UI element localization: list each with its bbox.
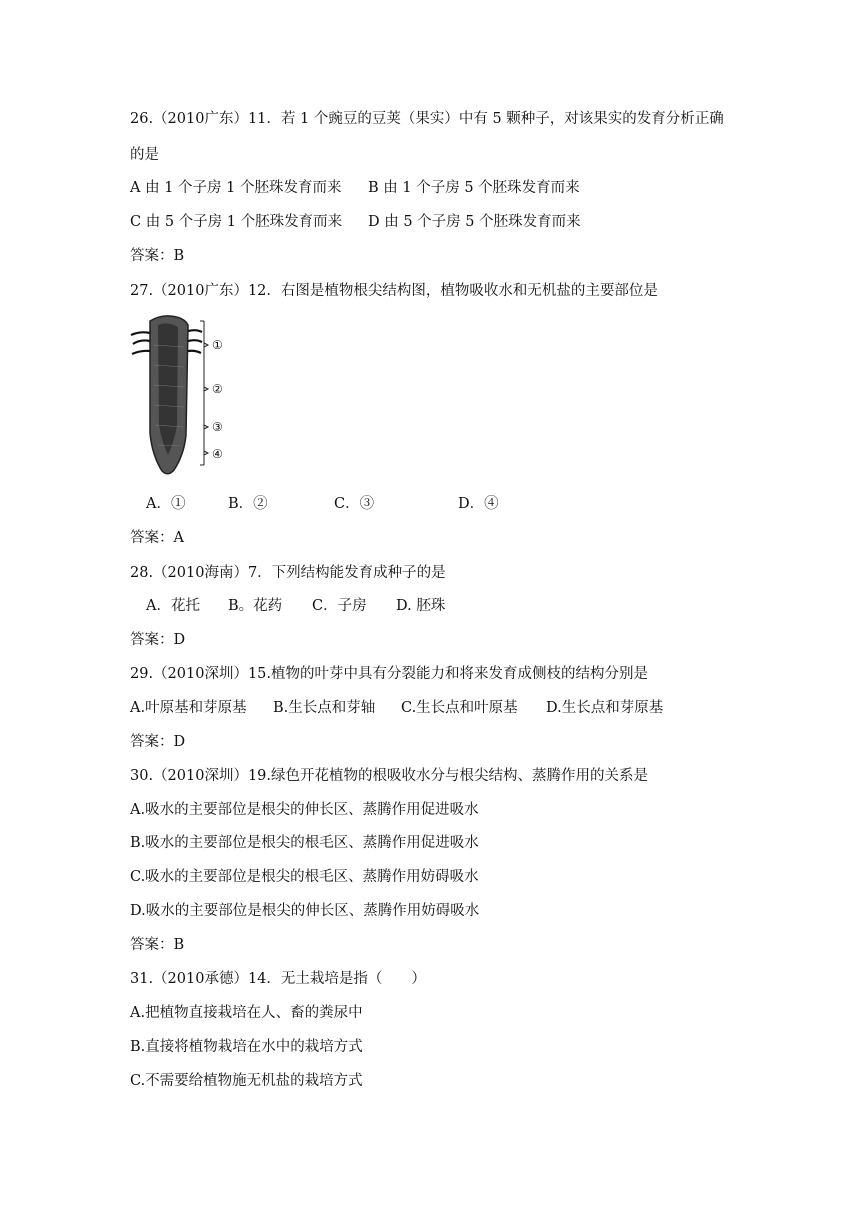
q30-answer: 答案：B <box>130 937 185 953</box>
q29-stem: 29.（2010深圳）15.植物的叶芽中具有分裂能力和将来发育成侧枝的结构分别是 <box>130 666 649 682</box>
figure-label-3: ③ <box>212 420 223 434</box>
q29-option-b: B.生长点和芽轴 <box>273 700 376 716</box>
q26-stem-line1: 26.（2010广东）11．若 1 个豌豆的豆荚（果实）中有 5 颗种子，对该果实的发育分析正确 <box>130 111 724 127</box>
q30-option-c: C.吸水的主要部位是根尖的根毛区、蒸腾作用妨碍吸水 <box>130 869 479 885</box>
figure-label-4: ④ <box>212 447 223 461</box>
q27-option-a: A．① <box>146 496 186 512</box>
q26-options-row1 <box>130 178 580 198</box>
figure-label-1: ① <box>212 338 223 352</box>
q31-option-a: A.把植物直接栽培在人、畜的粪尿中 <box>130 1005 363 1021</box>
figure-label-2: ② <box>212 382 223 396</box>
q27-option-c: C．③ <box>334 496 375 512</box>
q27-stem: 27.（2010广东）12．右图是植物根尖结构图，植物吸收水和无机盐的主要部位是 <box>130 283 658 299</box>
q29-option-d: D.生长点和芽原基 <box>546 700 664 716</box>
q26-option-b: B 由 1 个子房 5 个胚珠发育而来 <box>368 180 580 196</box>
q27-options <box>146 494 499 514</box>
q28-option-c: C．子房 <box>312 598 367 614</box>
q28-option-d: D. 胚珠 <box>396 598 446 614</box>
q27-option-b: B．② <box>228 496 268 512</box>
q29-options <box>130 698 663 718</box>
q28-stem: 28.（2010海南）7．下列结构能发育成种子的是 <box>130 565 446 581</box>
q31-option-c: C.不需要给植物施无机盐的栽培方式 <box>130 1073 363 1089</box>
q30-stem: 30.（2010深圳）19.绿色开花植物的根吸收水分与根尖结构、蒸腾作用的关系是 <box>130 768 649 784</box>
q26-option-d: D 由 5 个子房 5 个胚珠发育而来 <box>368 214 581 230</box>
q29-option-a: A.叶原基和芽原基 <box>130 700 247 716</box>
q28-answer: 答案：D <box>130 632 186 648</box>
q26-option-a: A 由 1 个子房 1 个胚珠发育而来 <box>130 180 342 196</box>
q26-stem-line2: 的是 <box>130 147 159 163</box>
q26-options-row2 <box>130 212 581 232</box>
q31-stem: 31.（2010承德）14．无土栽培是指（ ） <box>130 971 426 987</box>
q26-answer: 答案：B <box>130 248 185 264</box>
q30-option-a: A.吸水的主要部位是根尖的伸长区、蒸腾作用促进吸水 <box>130 802 479 818</box>
q28-options <box>146 596 445 616</box>
q26-option-c: C 由 5 个子房 1 个胚珠发育而来 <box>130 214 343 230</box>
q28-option-b: B。花药 <box>228 598 283 614</box>
q31-option-b: B.直接将植物栽培在水中的栽培方式 <box>130 1039 363 1055</box>
q29-answer: 答案：D <box>130 734 186 750</box>
root-tip-diagram <box>128 315 228 480</box>
q27-option-d: D．④ <box>458 496 499 512</box>
q29-option-c: C.生长点和叶原基 <box>401 700 518 716</box>
q30-option-b: B.吸水的主要部位是根尖的根毛区、蒸腾作用促进吸水 <box>130 835 479 851</box>
q30-option-d: D.吸水的主要部位是根尖的伸长区、蒸腾作用妨碍吸水 <box>130 903 480 919</box>
q27-answer: 答案：A <box>130 530 184 546</box>
q28-option-a: A．花托 <box>146 598 200 614</box>
